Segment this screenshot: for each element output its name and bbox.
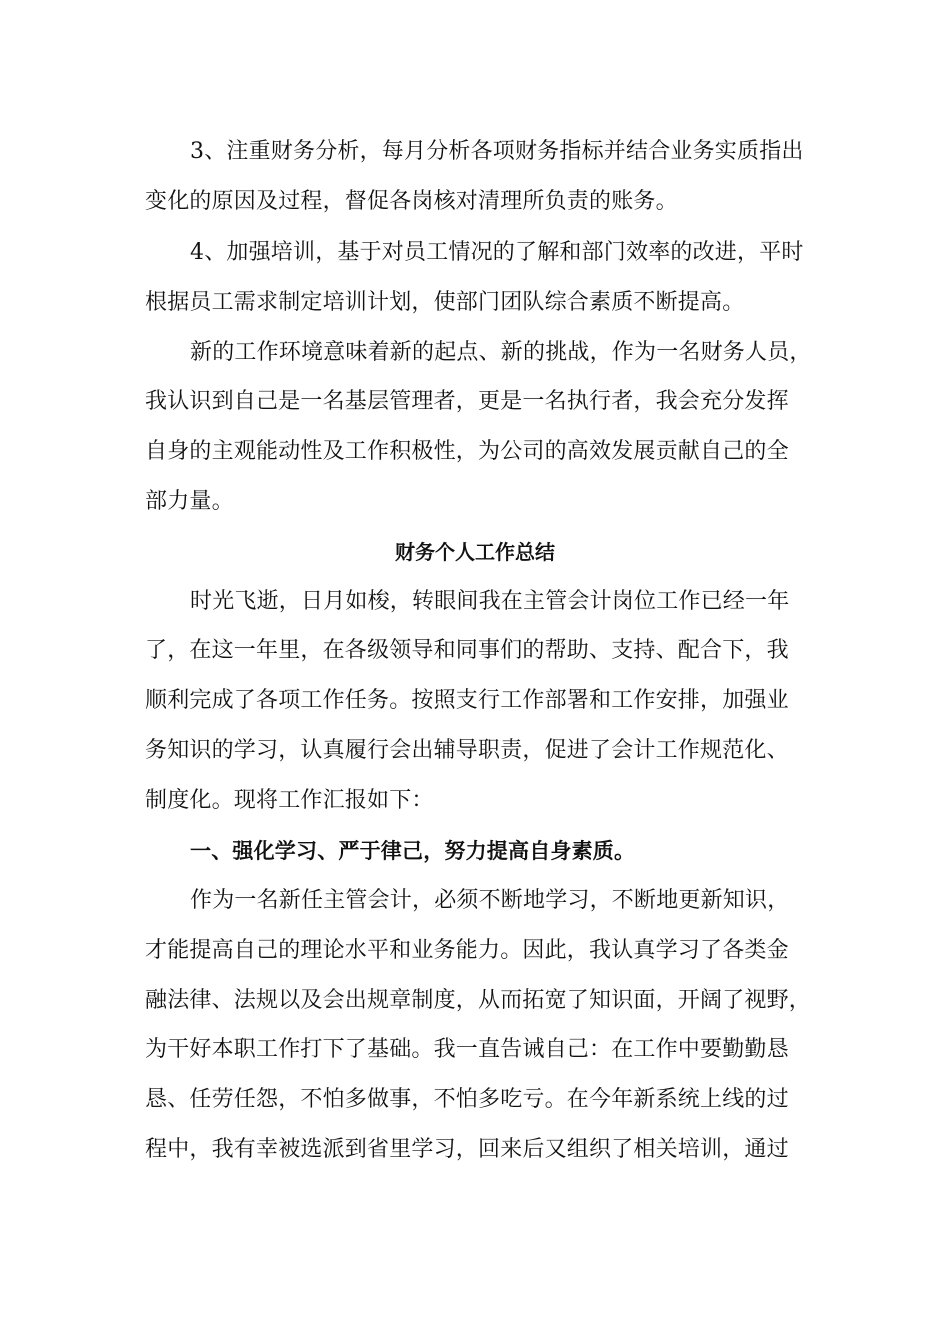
section-title: 财务个人工作总结 [395, 540, 555, 564]
paragraph-line: 根据员工需求制定培训计划，使部门团队综合素质不断提高。 [145, 290, 745, 315]
paragraph-line: 4、加强培训，基于对员工情况的了解和部门效率的改进，平时 [190, 240, 804, 265]
paragraph-line: 制度化。现将工作汇报如下： [145, 788, 434, 813]
paragraph-line: 变化的原因及过程，督促各岗核对清理所负责的账务。 [145, 189, 678, 214]
paragraph-line: 作为一名新任主管会计，必须不断地学习，不断地更新知识， [190, 888, 790, 913]
paragraph-line: 3、注重财务分析，每月分析各项财务指标并结合业务实质指出 [190, 139, 804, 164]
paragraph-line: 为干好本职工作打下了基础。我一直告诫自己：在工作中要勤勤恳 [145, 1037, 789, 1062]
paragraph-line: 我认识到自己是一名基层管理者，更是一名执行者，我会充分发挥 [145, 389, 789, 414]
paragraph-line: 自身的主观能动性及工作积极性，为公司的高效发展贡献自己的全 [145, 439, 789, 464]
section-heading: 一、强化学习、严于律己，努力提高自身素质。 [190, 839, 636, 863]
paragraph-line: 时光飞逝，日月如梭，转眼间我在主管会计岗位工作已经一年 [190, 589, 790, 614]
paragraph-line: 程中，我有幸被选派到省里学习，回来后又组织了相关培训，通过 [145, 1137, 789, 1162]
paragraph-line: 顺利完成了各项工作任务。按照支行工作部署和工作安排，加强业 [145, 688, 789, 713]
paragraph-line: 务知识的学习，认真履行会出辅导职责，促进了会计工作规范化、 [145, 738, 789, 763]
paragraph-line: 新的工作环境意味着新的起点、新的挑战，作为一名财务人员， [190, 340, 812, 365]
paragraph-line: 了，在这一年里，在各级领导和同事们的帮助、支持、配合下，我 [145, 638, 789, 663]
paragraph-line: 部力量。 [145, 489, 234, 514]
paragraph-line: 融法律、法规以及会出规章制度，从而拓宽了知识面，开阔了视野， [145, 988, 812, 1013]
paragraph-line: 才能提高自己的理论水平和业务能力。因此，我认真学习了各类金 [145, 938, 789, 963]
paragraph-line: 恳、任劳任怨，不怕多做事，不怕多吃亏。在今年新系统上线的过 [145, 1087, 789, 1112]
